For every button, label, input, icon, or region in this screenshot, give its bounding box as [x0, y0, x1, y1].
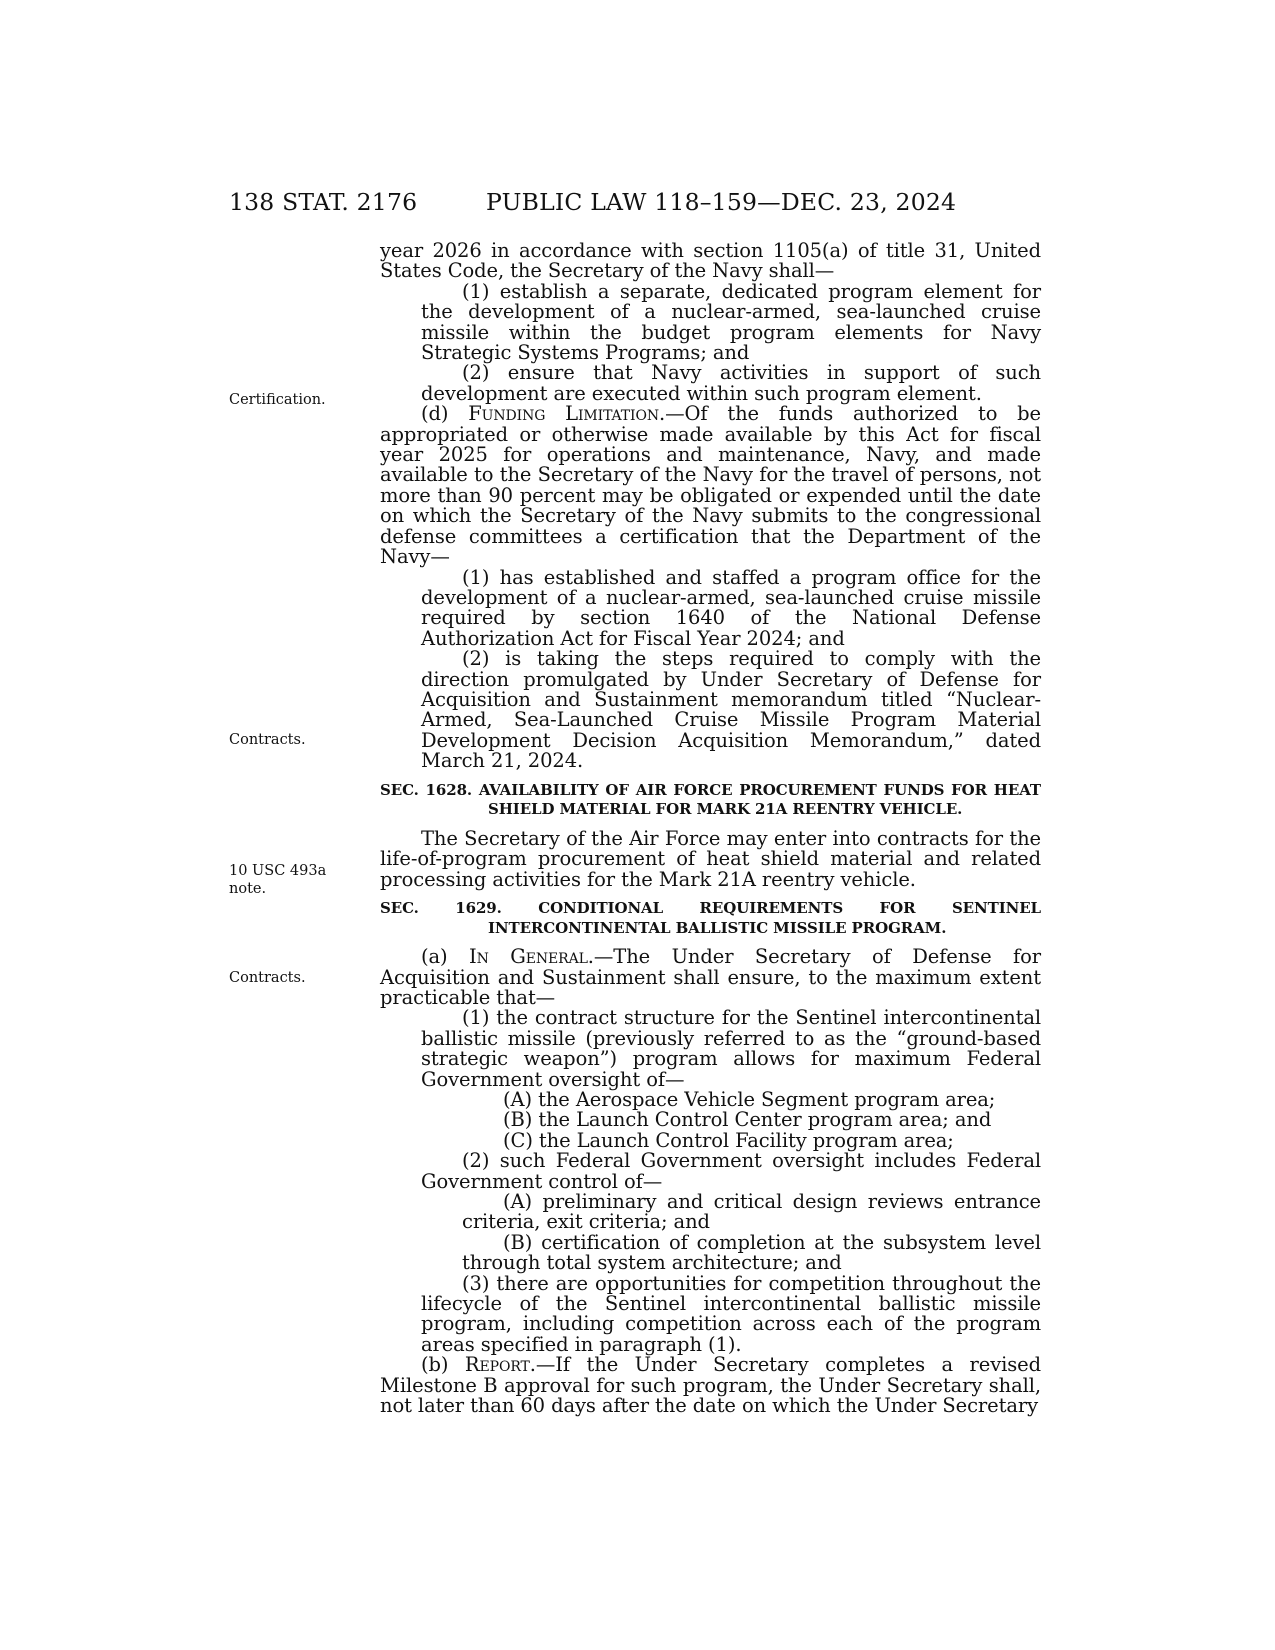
subsection-b: (b) Report.—If the Under Secretary completes a revised Milestone B approval for such program, the Under Secretary shall, not later than 60 days after the date on which the Under Secretary: [380, 1353, 1041, 1418]
stat-page-number: 138 STAT. 2176: [229, 188, 418, 216]
margin-note-contracts-1629: Contracts.: [229, 970, 306, 986]
margin-note-usc-citation: 10 USC 493a note.: [229, 863, 327, 897]
section-1628-body: The Secretary of the Air Force may enter into contracts for the life-of-program procurement of heat shield material and related processing activities for the Mark 21A reentry vehicle.: [380, 826, 1041, 891]
body-text: [380, 241, 1041, 1417]
subsection-a: (a) In General.—The Under Secretary of Defense for Acquisition and Sustainment shall ensure, to the maximum extent practicable that—: [380, 945, 1042, 1009]
subsection-a-2-B: (B) certification of completion at the subsystem level through total system architecture; and: [462, 1230, 1041, 1275]
section-1628-heading: SEC. 1628. AVAILABILITY OF AIR FORCE PROCUREMENT FUNDS FOR HEAT SHIELD MATERIAL FOR MARK 21A REENTRY VEHICLE.: [380, 780, 1041, 819]
subsection-a-1-A: (A) the Aerospace Vehicle Segment program area;: [503, 1088, 996, 1111]
paragraph-c-1: (1) establish a separate, dedicated program element for the development of a nuclear-armed, sea-launched cruise missile within the budget program elements for Navy Strategic Systems Programs; and: [421, 279, 1041, 365]
subsection-b-heading: Report: [464, 1353, 530, 1377]
subsection-a-1: (1) the contract structure for the Sentinel intercontinental ballistic missile (previously referred to as the “ground-based strategic weapon”) program allows for maximum Federal Government oversight of—: [421, 1006, 1041, 1091]
subsection-a-1-C: (C) the Launch Control Facility program area;: [503, 1128, 954, 1152]
section-1629-heading: SEC. 1629. CONDITIONAL REQUIREMENTS FOR SENTINEL INTERCONTINENTAL BALLISTIC MISSILE PROGRAM.: [380, 898, 1041, 937]
subsection-a-3: (3) there are opportunities for competition throughout the lifecycle of the Sentinel intercontinental ballistic missile program, including competition across each of the program areas specified in paragraph (1).: [421, 1271, 1041, 1356]
subsection-d-heading: Funding Limitation: [468, 402, 659, 426]
paragraph-continuation: year 2026 in accordance with section 1105(a) of title 31, United States Code, the Secretary of the Navy shall—: [380, 239, 1041, 283]
subsection-d: (d) Funding Limitation.—Of the funds authorized to be appropriated or otherwise made available by this Act for fiscal year 2025 for operations and maintenance, Navy, and made available to the Secretary of the Navy for the travel of persons, not more than 90 percent may be obligated or expended until the date on which the Secretary of the Navy submits to the congressional defense committees a certification that the Department of the Navy—: [380, 402, 1041, 569]
subsection-d-2: (2) is taking the steps required to comply with the direction promulgated by Under Secretary of Defense for Acquisition and Sustainment memorandum titled “Nuclear-Armed, Sea-Launched Cruise Missile Program Material Development Decision Acquisition Memorandum,” dated March 21, 2024.: [421, 647, 1041, 773]
subsection-d-1: (1) has established and staffed a program office for the development of a nuclear-armed, sea-launched cruise missile required by section 1640 of the National Defense Authorization Act for Fiscal Year 2024; and: [421, 565, 1041, 650]
subsection-a-2-A: (A) preliminary and critical design reviews entrance criteria, exit criteria; and: [462, 1190, 1041, 1234]
margin-note-contracts-1628: Contracts.: [229, 732, 306, 748]
subsection-a-2: (2) such Federal Government oversight includes Federal Government control of—: [421, 1149, 1041, 1193]
margin-note-certification: Certification.: [229, 392, 326, 408]
subsection-a-heading: In General: [469, 945, 588, 969]
running-header: PUBLIC LAW 118–159—DEC. 23, 2024: [486, 188, 957, 216]
paragraph-c-2: (2) ensure that Navy activities in support of such development are executed within such program element.: [421, 361, 1041, 405]
subsection-a-1-B: (B) the Launch Control Center program area; and: [503, 1108, 992, 1132]
